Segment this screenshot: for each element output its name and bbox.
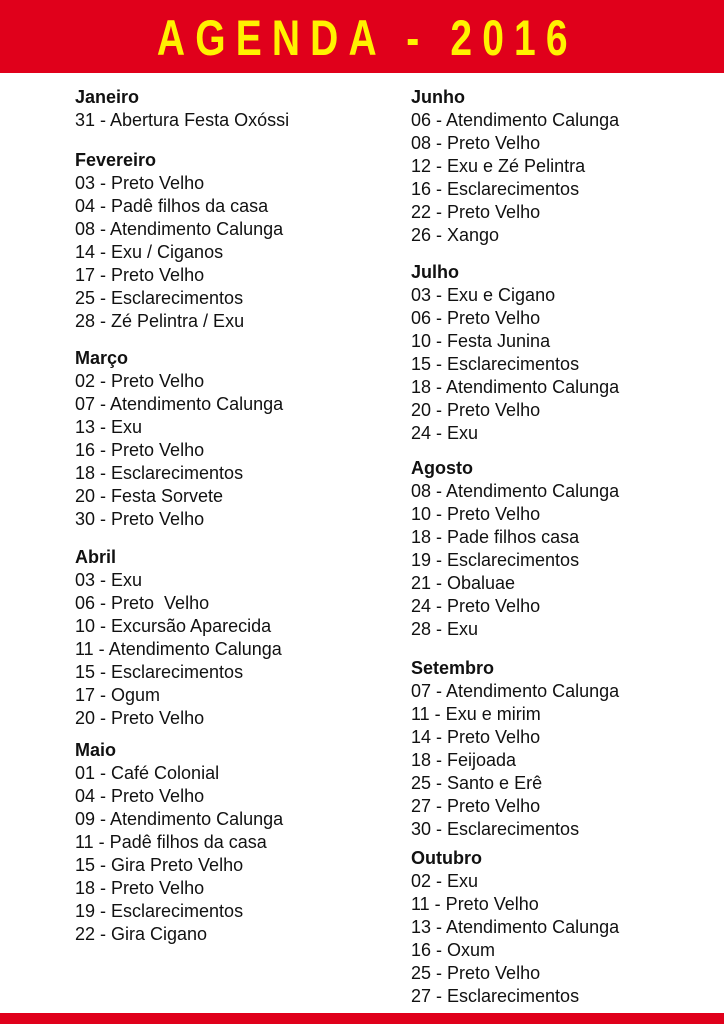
month-block-marco xyxy=(75,347,283,531)
event-item: 13 - Exu xyxy=(75,417,143,437)
event-item: 03 - Preto Velho xyxy=(75,173,205,193)
event-item: 15 - Gira Preto Velho xyxy=(75,855,244,875)
event-item: 11 - Exu e mirim xyxy=(411,704,541,724)
month-title: Julho xyxy=(411,262,459,282)
event-item: 19 - Esclarecimentos xyxy=(75,901,244,921)
footer-bar xyxy=(0,1013,724,1024)
event-item: 10 - Excursão Aparecida xyxy=(75,616,272,636)
event-item: 21 - Obaluae xyxy=(411,573,516,593)
event-item: 10 - Preto Velho xyxy=(411,504,541,524)
event-item: 31 - Abertura Festa Oxóssi xyxy=(75,110,290,130)
event-item: 26 - Xango xyxy=(411,225,500,245)
event-item: 04 - Padê filhos da casa xyxy=(75,196,269,216)
event-item: 04 - Preto Velho xyxy=(75,786,205,806)
event-item: 14 - Preto Velho xyxy=(411,727,541,747)
month-block-setembro xyxy=(411,657,619,841)
event-item: 28 - Exu xyxy=(411,619,479,639)
event-item: 25 - Preto Velho xyxy=(411,963,541,983)
month-block-abril xyxy=(75,546,282,730)
event-item: 18 - Esclarecimentos xyxy=(75,463,244,483)
event-item: 25 - Esclarecimentos xyxy=(75,288,244,308)
event-item: 27 - Esclarecimentos xyxy=(411,986,580,1006)
event-item: 06 - Preto Velho xyxy=(75,593,210,613)
month-block-julho xyxy=(411,261,619,445)
event-item: 18 - Pade filhos casa xyxy=(411,527,580,547)
event-item: 16 - Esclarecimentos xyxy=(411,179,580,199)
event-item: 30 - Preto Velho xyxy=(75,509,205,529)
event-item: 20 - Preto Velho xyxy=(411,400,541,420)
event-item: 08 - Atendimento Calunga xyxy=(411,481,620,501)
event-item: 22 - Preto Velho xyxy=(411,202,541,222)
event-item: 07 - Atendimento Calunga xyxy=(75,394,284,414)
month-block-outubro xyxy=(411,847,619,1008)
event-item: 18 - Atendimento Calunga xyxy=(411,377,620,397)
month-block-maio xyxy=(75,739,283,946)
event-item: 19 - Esclarecimentos xyxy=(411,550,580,570)
event-item: 28 - Zé Pelintra / Exu xyxy=(75,311,245,331)
event-item: 15 - Esclarecimentos xyxy=(411,354,580,374)
event-item: 03 - Exu xyxy=(75,570,143,590)
page-title: AGENDA - 2016 xyxy=(156,9,578,66)
month-block-agosto xyxy=(411,457,619,641)
event-item: 25 - Santo e Erê xyxy=(411,773,543,793)
event-item: 03 - Exu e Cigano xyxy=(411,285,556,305)
event-item: 10 - Festa Junina xyxy=(411,331,551,351)
event-item: 01 - Café Colonial xyxy=(75,763,220,783)
month-title: Fevereiro xyxy=(75,150,157,170)
event-item: 17 - Preto Velho xyxy=(75,265,205,285)
event-item: 30 - Esclarecimentos xyxy=(411,819,580,839)
event-item: 16 - Oxum xyxy=(411,940,496,960)
month-title: Outubro xyxy=(411,848,482,868)
event-item: 07 - Atendimento Calunga xyxy=(411,681,620,701)
event-item: 11 - Atendimento Calunga xyxy=(75,639,282,659)
event-item: 13 - Atendimento Calunga xyxy=(411,917,620,937)
event-item: 15 - Esclarecimentos xyxy=(75,662,244,682)
event-item: 06 - Atendimento Calunga xyxy=(411,110,620,130)
event-item: 24 - Preto Velho xyxy=(411,596,541,616)
event-item: 18 - Preto Velho xyxy=(75,878,205,898)
event-item: 02 - Preto Velho xyxy=(75,371,205,391)
event-item: 11 - Preto Velho xyxy=(411,894,539,914)
event-item: 20 - Preto Velho xyxy=(75,708,205,728)
month-title: Junho xyxy=(411,87,465,107)
event-item: 08 - Atendimento Calunga xyxy=(75,219,284,239)
month-title: Abril xyxy=(75,547,117,567)
month-block-janeiro xyxy=(75,86,289,132)
event-item: 11 - Padê filhos da casa xyxy=(75,832,267,852)
event-item: 02 - Exu xyxy=(411,871,479,891)
event-item: 18 - Feijoada xyxy=(411,750,517,770)
event-item: 12 - Exu e Zé Pelintra xyxy=(411,156,586,176)
event-item: 20 - Festa Sorvete xyxy=(75,486,224,506)
month-title: Maio xyxy=(75,740,117,760)
month-block-fevereiro xyxy=(75,149,283,333)
event-item: 27 - Preto Velho xyxy=(411,796,541,816)
month-title: Março xyxy=(75,348,129,368)
event-item: 17 - Ogum xyxy=(75,685,161,705)
header-banner xyxy=(0,0,724,73)
event-item: 06 - Preto Velho xyxy=(411,308,541,328)
event-item: 22 - Gira Cigano xyxy=(75,924,208,944)
event-item: 16 - Preto Velho xyxy=(75,440,205,460)
month-title: Janeiro xyxy=(75,87,140,107)
event-item: 09 - Atendimento Calunga xyxy=(75,809,284,829)
month-block-junho xyxy=(411,86,619,247)
event-item: 08 - Preto Velho xyxy=(411,133,541,153)
event-item: 14 - Exu / Ciganos xyxy=(75,242,224,262)
event-item: 24 - Exu xyxy=(411,423,479,443)
month-title: Setembro xyxy=(411,658,495,678)
month-title: Agosto xyxy=(411,458,473,478)
